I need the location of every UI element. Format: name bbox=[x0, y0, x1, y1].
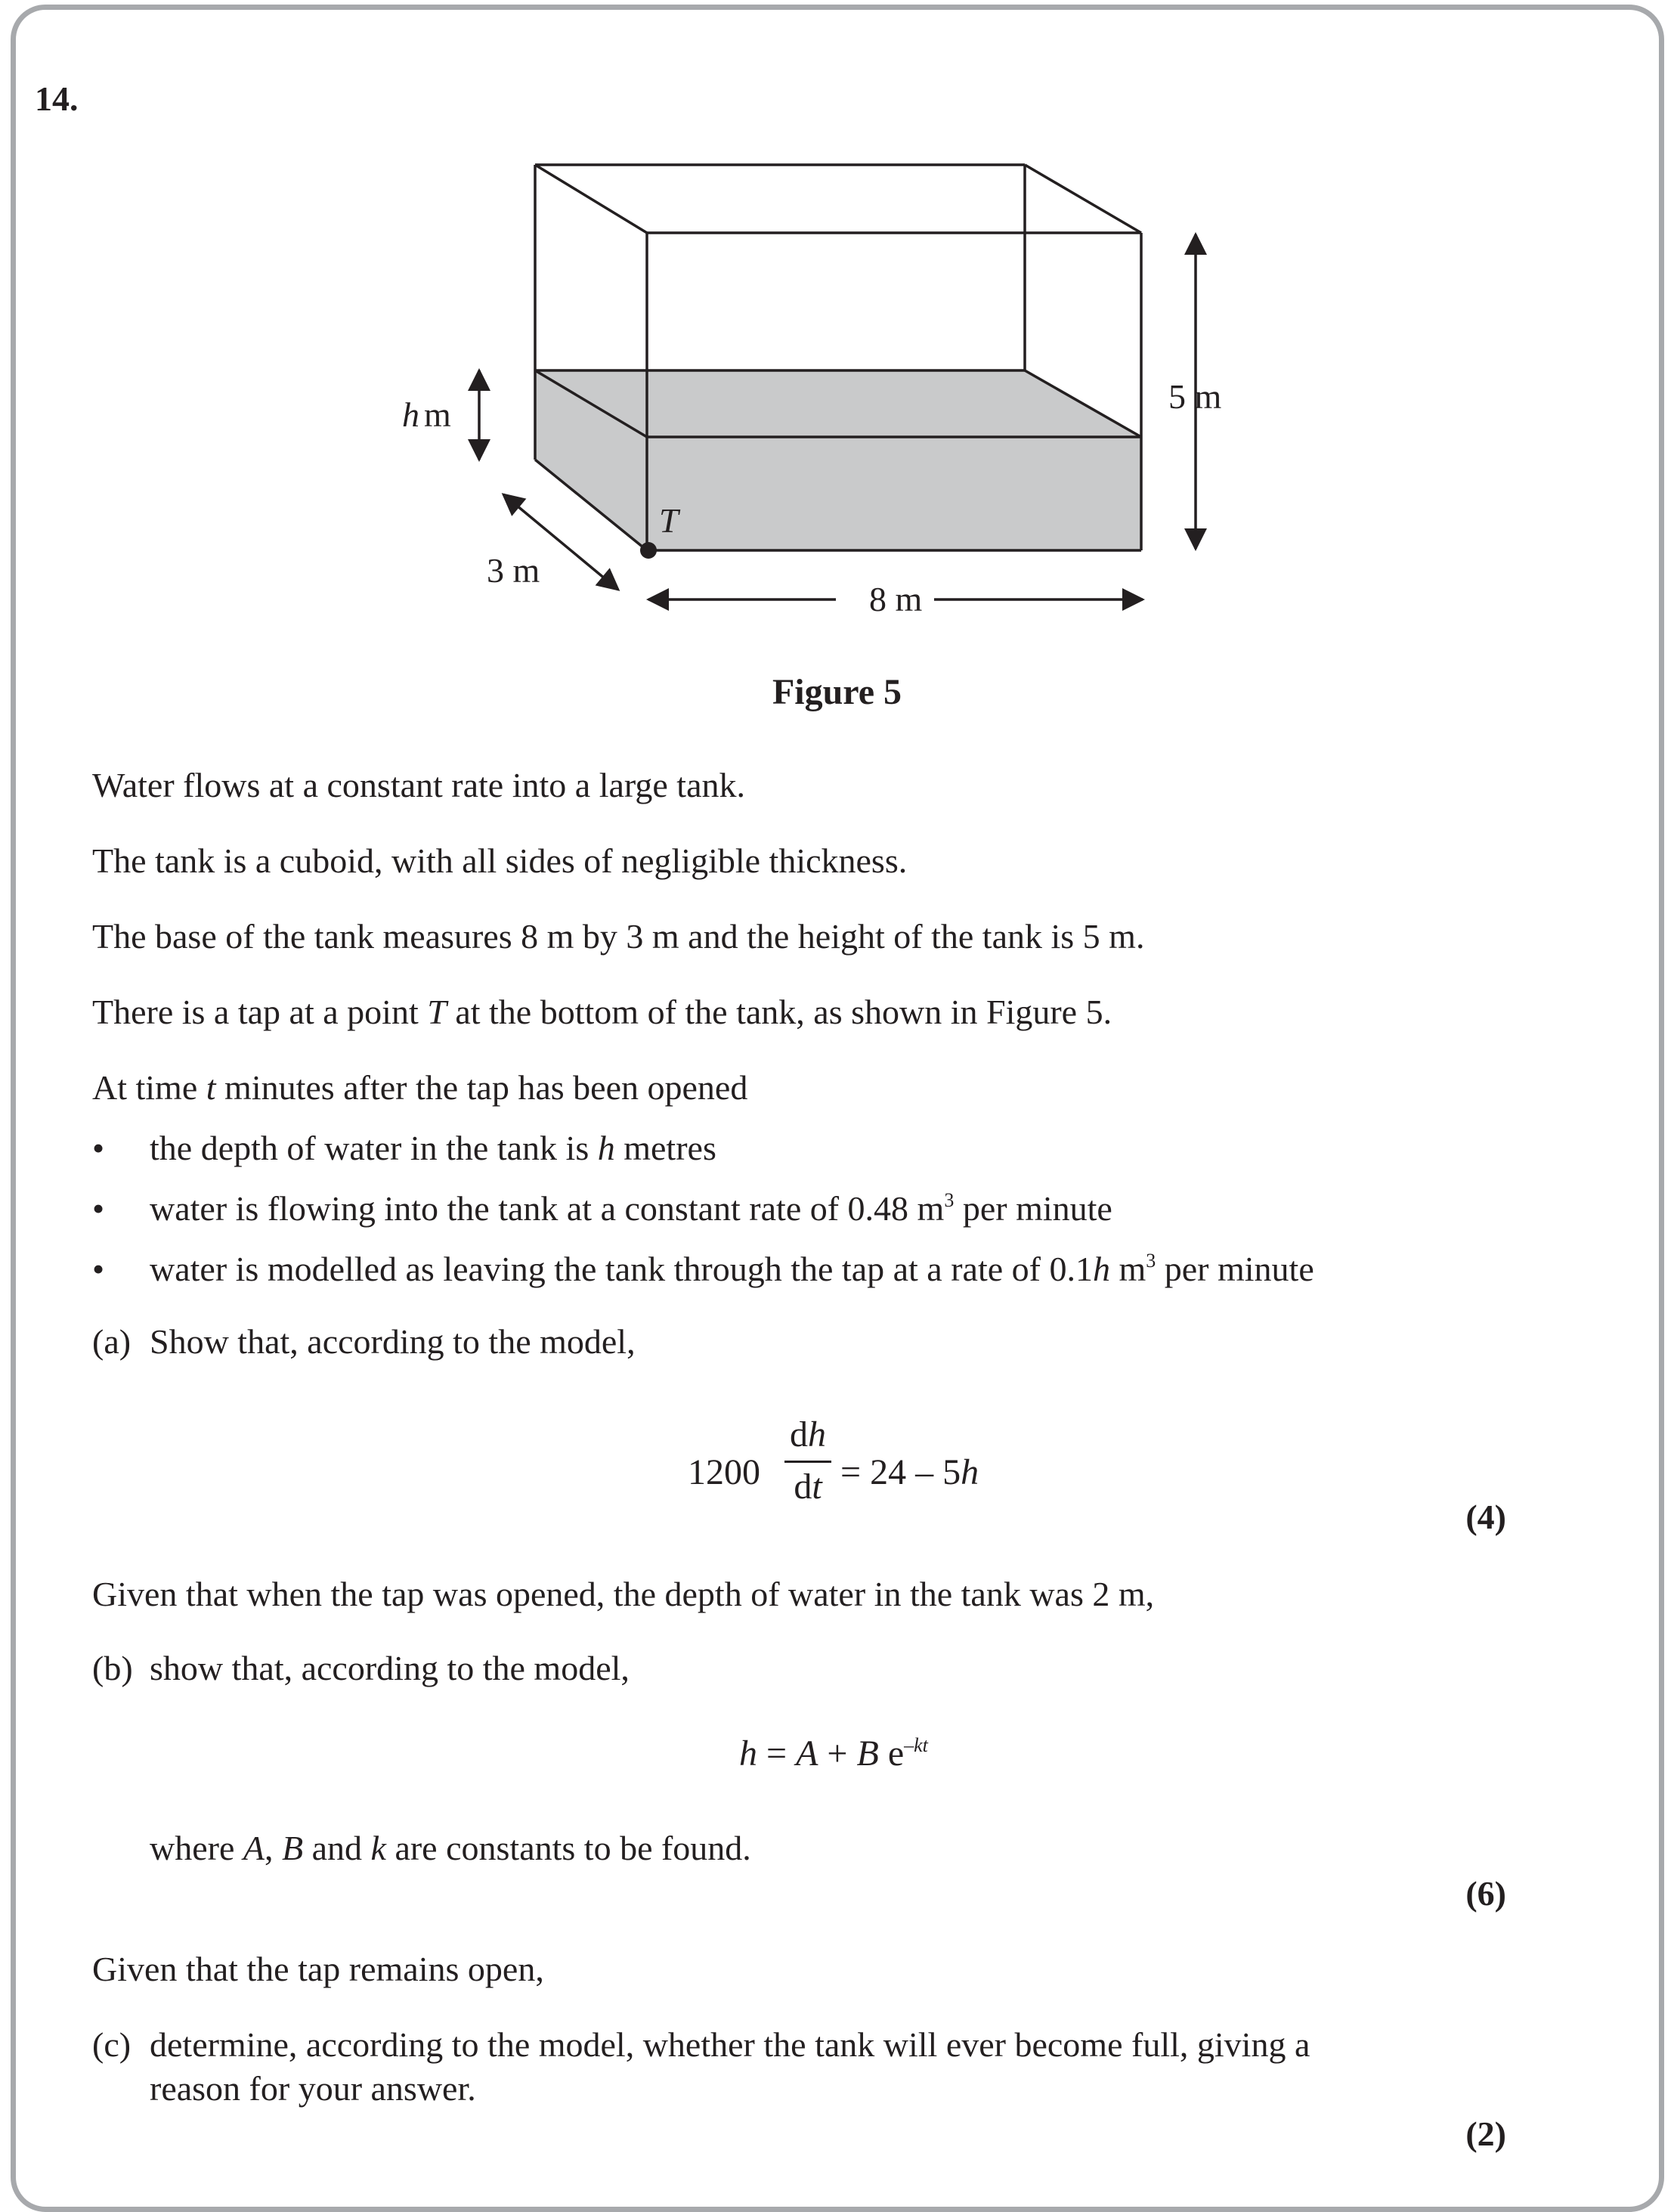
bullet-symbol: • bbox=[92, 1250, 105, 1288]
part-a-text: Show that, according to the model, bbox=[150, 1322, 636, 1361]
part-b-where: where A, B and k are constants to be found. bbox=[150, 1829, 751, 1867]
part-c-text-line-1: determine, according to the model, whether the tank will ever become full, giving a bbox=[150, 2025, 1310, 2064]
bullet-outflow: water is modelled as leaving the tank through the tap at a rate of 0.1h $m^3$ per minute bbox=[150, 1250, 1314, 1288]
part-b-label: (b) bbox=[92, 1649, 133, 1687]
figure-caption: Figure 5 bbox=[772, 672, 902, 712]
tank-diagram bbox=[0, 0, 1674, 680]
width-label: 3 m bbox=[487, 551, 540, 590]
height-label: 5 m bbox=[1168, 377, 1222, 416]
tap-point bbox=[640, 542, 657, 559]
time-line: At time t minutes after the tap has been opened bbox=[92, 1068, 748, 1107]
intro-line-2: The tank is a cuboid, with all sides of negligible thickness. bbox=[92, 841, 908, 880]
tap-label: T bbox=[659, 501, 679, 540]
equation-a-rhs: = 24 – 5h bbox=[840, 1452, 979, 1492]
length-label: 8 m bbox=[869, 580, 923, 618]
tap-line: There is a tap at a point T at the bottom of the tank, as shown in Figure 5. bbox=[92, 993, 1112, 1031]
intro-line-1: Water flows at a constant rate into a large tank. bbox=[92, 766, 746, 804]
bullet-symbol: • bbox=[92, 1129, 105, 1167]
depth-label: h m bbox=[402, 395, 451, 434]
part-b-text: show that, according to the model, bbox=[150, 1649, 630, 1687]
question-number: 14. bbox=[35, 79, 79, 118]
marks-c: (2) bbox=[1465, 2114, 1506, 2153]
equation-b: h = A + B $e^{-kt}$ bbox=[739, 1733, 928, 1774]
given-b: Given that when the tap was opened, the depth of water in the tank was 2 m, bbox=[92, 1575, 1155, 1613]
marks-b: (6) bbox=[1465, 1874, 1506, 1913]
bullet-symbol: • bbox=[92, 1189, 105, 1228]
water-fill bbox=[535, 370, 1141, 550]
part-c-text-line-2: reason for your answer. bbox=[150, 2069, 476, 2108]
marks-a: (4) bbox=[1465, 1498, 1506, 1536]
bullet-depth: the depth of water in the tank is h metres bbox=[150, 1129, 716, 1167]
given-c: Given that the tap remains open, bbox=[92, 1950, 544, 1988]
derivative-fraction: dh dt bbox=[784, 1414, 831, 1507]
part-a-label: (a) bbox=[92, 1322, 132, 1361]
equation-a-coefficient: 1200 bbox=[688, 1452, 760, 1492]
bullet-inflow: water is flowing into the tank at a constant rate of 0.48 $m^3$ per minute bbox=[150, 1189, 1112, 1228]
intro-line-3: The base of the tank measures 8 m by 3 m and the height of the tank is 5 m. bbox=[92, 917, 1145, 956]
part-c-label: (c) bbox=[92, 2025, 132, 2064]
